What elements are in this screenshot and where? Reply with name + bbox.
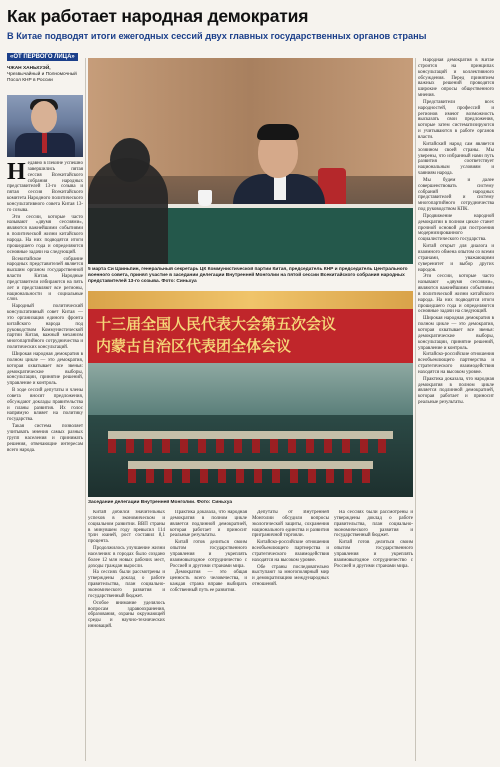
- author-name: ЧЖАН ХАНЬХУЭЙ,: [7, 66, 51, 71]
- photo-delegation-session: [88, 291, 413, 497]
- photo2-caption: Заседание делегации Внутренней Монголии. Фото: Синьхуа: [88, 500, 233, 505]
- banner-text-line1: 十三届全国人民代表大会第五次会议: [96, 316, 337, 333]
- column-left: Недавно в Пекине успешно завершились пятая сессия Всекитайского собрания народных представителей 13-го созыва и пятая сессия Всекитайского комитета Народного политического консультативного совета Китая 13-го созыва. Эти сессии, которые часто называют «двумя сессиями», являются важнейшими событиями в политической жизни китайского народа. На них подводятся итоги прошедшего года и определяются основные задачи на следующий. Всекитайское собрание народных представителей является высшим органом государственной власти Китая. Народные представители избираются на пять лет и представляют все регионы, национальности и социальные слои. Народный политический консультативный совет Китая — это организация единого фронта китайского народа под руководством Коммунистической партии Китая, важный механизм многопартийного сотрудничества и политических консультаций. Широкая народная демократия в полном цикле — это демократия, которая охватывает все звенья: демократические выборы, консультации, принятие решений, управление и контроль. В ходе сессий депутаты и члены совета вносят предложения, обсуждают доклады правительства и планы развития. Их голос напрямую влияет на политику государства. Такая система позволяет учитывать мнения самых разных групп населения и принимать решения, отвечающие интересам всего народа.: [7, 161, 83, 453]
- column-mid-4: На сессиях были рассмотрены и утверждены доклад о работе правительства, план социально-экономического развития и государственный бюджет. Китай готов делиться своим опытом государственного управления и укреплять взаимовыгодное сотрудничество с Россией и другими странами мира.: [334, 510, 413, 569]
- column-divider: [85, 58, 86, 761]
- dropcap: Н: [7, 161, 26, 185]
- subheadline: В Китае подводят итоги ежегодных сессий двух главных государственных органов страны: [7, 31, 427, 41]
- author-title: Чрезвычайный и Полномочный Посол КНР в России: [7, 72, 77, 83]
- column-right: Народная демократия в Китае строится на принципах консультаций и коллективного обсуждения. Перед принятием важных решений проводятся широкие опросы общественного мнения. Представители всех народностей, профессий и регионов имеют возможность высказать свои предложения, которые затем систематизируются и учитываются в работе органов власти. Китайский народ сам является хозяином своей страны. Мы уверены, что избранный нами путь развития соответствует национальным условиям и чаяниям народа. Мы будем и далее совершенствовать систему собраний народных представителей и систему многопартийного сотрудничества под руководством КПК. Продвижение народной демократии в полном цикле станет прочной основой для построения модернизированного социалистического государства. Китай открыт для диалога и взаимного обмена опытом со всеми странами, уважающими суверенитет и выбор других народов. Эти сессии, которые часто называют «двумя сессиями», являются важнейшими событиями в политической жизни китайского народа. На них подводятся итоги прошедшего года и определяются основные задачи на следующий. Широкая народная демократия в полном цикле — это демократия, которая охватывает все звенья: демократические выборы, консультации, принятие решений, управление и контроль. Китайско-российские отношения всеобъемлющего партнерства и стратегического взаимодействия находятся на высоком уровне. Практика доказала, что народная демократия в полном цикле является подлинной демократией, которая работает и приносит реальные результаты.: [418, 58, 494, 406]
- photo1-caption: 5 марта Си Цзиньпин, генеральный секретарь ЦК Коммунистической партии Китая, председатель КНР и председатель Центрального военного совета, принял участие в заседании делегации Внутренней Монголии на пятой сессии Всекитайского собрания народных представителей 13-го созыва. Фото: Синьхуа: [88, 267, 408, 284]
- column-mid-1: Китай добился значительных успехов в экономическом и социальном развитии. ВВП страны в минувшем году превысил 114 трлн юаней, рост составил 8,1 процента. Продолжилось улучшение жизни населения: в городах было создано более 12 млн новых рабочих мест, доходы граждан выросли. На сессиях были рассмотрены и утверждены доклад о работе правительства, план социально-экономического развития и государственный бюджет. Особое внимание уделялось вопросам здравоохранения, образования, охраны окружающей среды и научно-технических инноваций.: [88, 510, 165, 630]
- author-portrait: [7, 95, 83, 157]
- column-divider-right: [415, 58, 416, 761]
- headline: Как работает народная демократия: [7, 6, 309, 26]
- rubric-label: «ОТ ПЕРВОГО ЛИЦА»: [7, 53, 78, 61]
- banner-text-line2: 内蒙古自治区代表团全体会议: [96, 338, 292, 355]
- author-block: [7, 66, 83, 84]
- photo-meeting-leader: [88, 58, 413, 264]
- column-mid-3: Депутаты от Внутренней Монголии обсудили вопросы экологической защиты, сохранения национального единства и развития приграничной торговли. Китайско-российские отношения всеобъемлющего партнерства и стратегического взаимодействия находятся на высоком уровне. Обе страны последовательно выступают за многополярный мир и демократизацию международных отношений.: [252, 510, 329, 588]
- column-mid-2: Практика доказала, что народная демократия в полном цикле является подлинной демократией, которая работает и приносит реальные результаты. Китай готов делиться своим опытом государственного управления и укреплять взаимовыгодное сотрудничество с Россией и другими странами мира. Демократия — это общая ценность всего человечества, и каждая страна вправе выбирать собственный путь ее развития.: [170, 510, 247, 593]
